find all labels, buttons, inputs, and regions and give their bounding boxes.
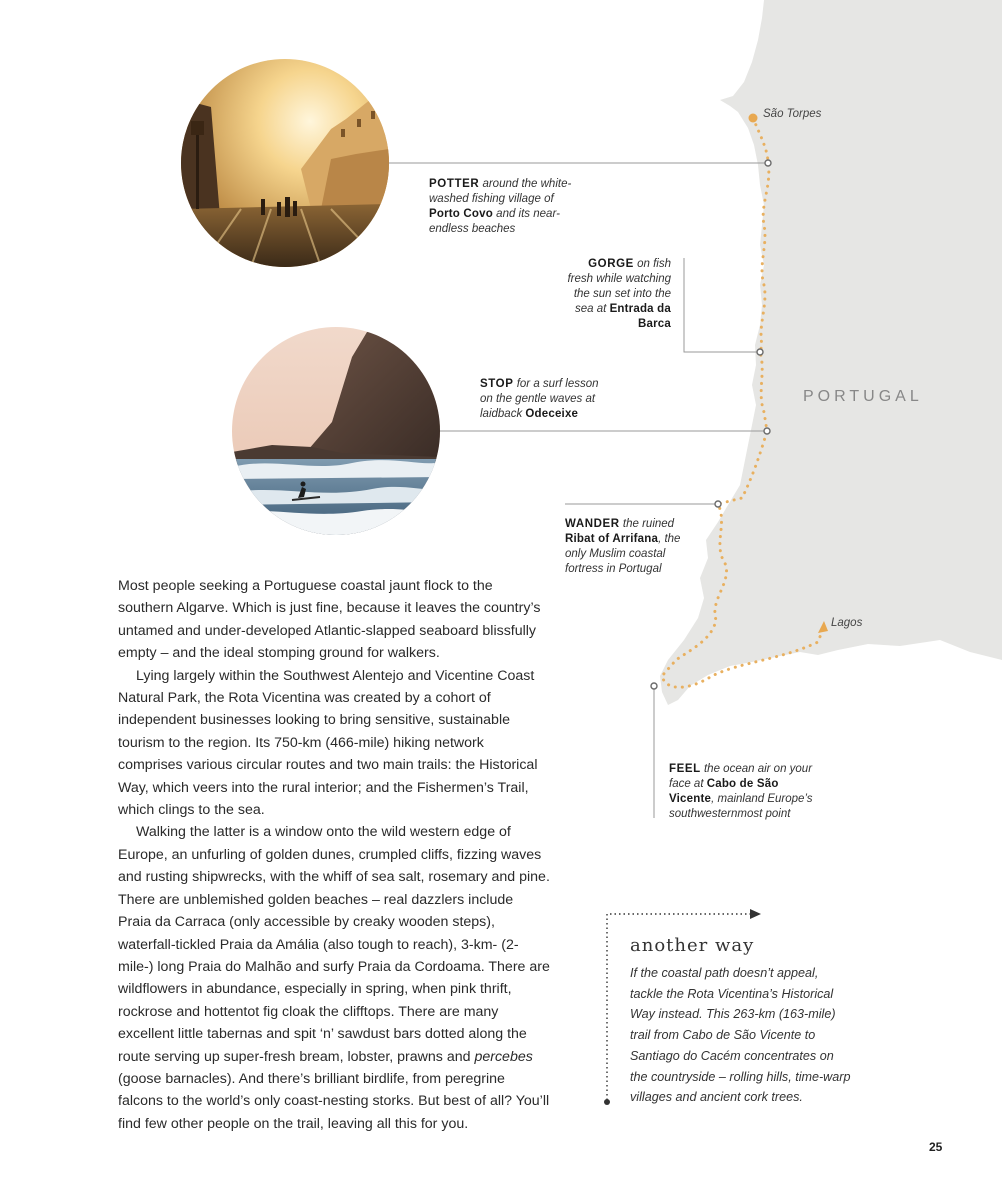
start-marker <box>749 114 758 123</box>
country-label: PORTUGAL <box>803 388 923 405</box>
node-arrifana <box>715 501 721 507</box>
caption-keyword: WANDER <box>565 518 620 530</box>
caption-place: Ribat of Arrifana <box>565 533 659 545</box>
node-porto-covo <box>765 160 771 166</box>
caption-wander: WANDER the ruined Ribat of Arrifana, the only Muslim coastal fortress in Portugal <box>565 518 681 575</box>
caption-keyword: STOP <box>480 378 514 390</box>
caption-feel: FEEL the ocean air on your face at Cabo de São Vicente, mainland Europe’s southwesternmost point <box>669 763 813 820</box>
caption-place: Cabo de São Vicente <box>669 778 779 805</box>
caption-keyword: FEEL <box>669 763 701 775</box>
page-number: 25 <box>929 1140 943 1154</box>
porto-covo-photo <box>181 59 389 267</box>
caption-stop: STOP for a surf lesson on the gentle waves at laidback Odeceixe <box>480 378 599 420</box>
odeceixe-surf-photo <box>232 327 440 535</box>
sao-torpes-label: São Torpes <box>763 108 822 120</box>
caption-place: Porto Covo <box>429 208 493 220</box>
caption-place: Entrada da Barca <box>609 303 671 330</box>
paragraph: Walking the latter is a window onto the wild western edge of Europe, an unfurling of golden dunes, crumpled cliffs, fizzing waves and rusting shipwrecks, with the whiff of sea salt, rosemary and pine. There are unblemished golden beaches – real dazzlers include Praia da Carraca (only accessible by creaky wooden steps), waterfall-tickled Praia da Amália (also tough to reach), 3-km- (2-mile-) long Praia do Malhão and surfy Praia da Cordoama. There are wildflowers in abundance, especially in spring, when pink thrift, rockrose and hottentot fig cloak the clifftops. There are many excellent little tabernas and spit ‘n’ sawdust bars dotted along the route serving up super-fresh bream, lobster, prawns and percebes (goose barnacles). And there’s brilliant birdlife, from peregrine falcons to the world’s only coast-nesting storks. But best of all? You’ll find few other people on the trail, leaving all this for you. <box>118 824 550 1132</box>
paragraph: Most people seeking a Portuguese coastal jaunt flock to the southern Algarve. Which is just fine, because it leaves the country’s untamed and under-developed Atlantic-slapped seaboard blissfully empty – and the ideal stomping ground for walkers. <box>118 578 541 662</box>
caption-gorge: GORGE on fish fresh while watching the sun set into the sea at Entrada da Barca <box>567 258 671 330</box>
caption-potter: POTTER around the white-washed fishing village of Porto Covo and its near-endless beaches <box>429 178 572 235</box>
node-odeceixe <box>764 428 770 434</box>
paragraph: Lying largely within the Southwest Alentejo and Vicentine Coast Natural Park, the Rota Vicentina was created by a cohort of independent businesses looking to bring sensitive, sustainable tourism to the region. Its 750-km (466-mile) hiking network comprises various circular routes and two main trails: the Historical Way, which veers into the rural interior; and the Fishermen’s Trail, which clings to the sea. <box>118 667 538 819</box>
caption-keyword: POTTER <box>429 178 480 190</box>
caption-place: Odeceixe <box>525 408 579 420</box>
node-cabo-sao-vicente <box>651 683 657 689</box>
caption-keyword: GORGE <box>588 258 634 270</box>
another-way-text: If the coastal path doesn’t appeal, tackle the Rota Vicentina’s Historical Way instead. This 263-km (163-mile) trail from Cabo de São Vicente to Santiago do Cacém concentrates on the countryside – rolling hills, time-warp villages and ancient cork trees. <box>630 966 851 1105</box>
node-entrada-da-barca <box>757 349 763 355</box>
another-way-title: another way <box>630 935 755 956</box>
article-body <box>118 575 550 1135</box>
lagos-label: Lagos <box>831 617 863 629</box>
